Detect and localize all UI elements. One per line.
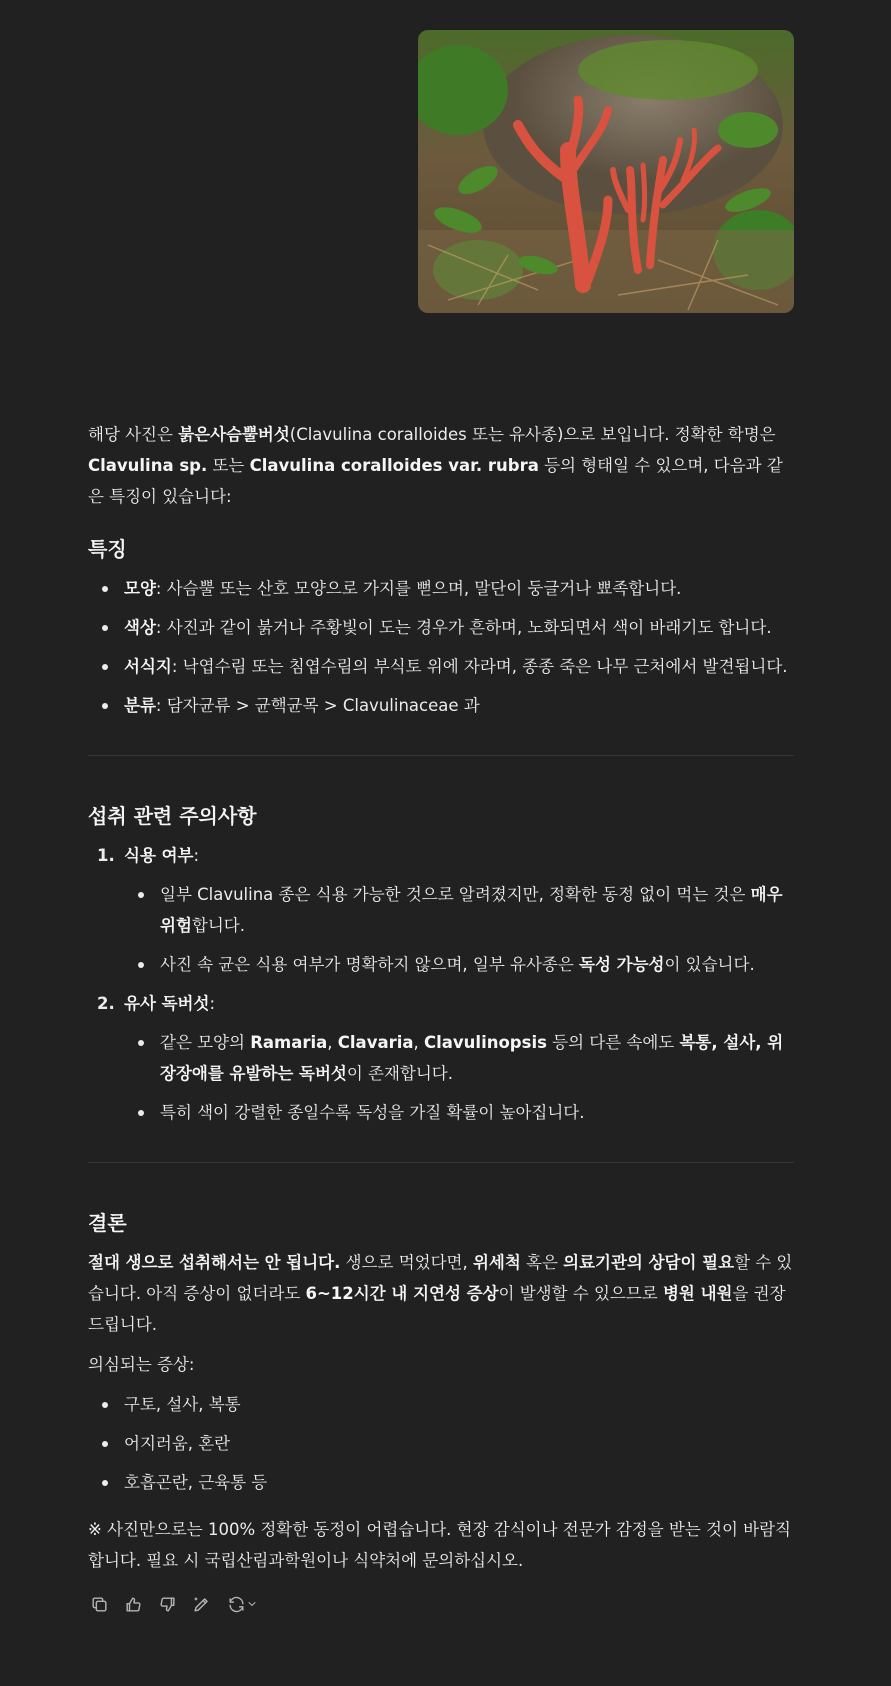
- symptom-item: 구토, 설사, 복통: [88, 1389, 794, 1420]
- intro-text-4: 등의 형태일 수 있으며, 다음과 같은 특징이 있습니다:: [88, 456, 783, 506]
- message-actions: [88, 1593, 260, 1615]
- list-number: 1.: [97, 846, 115, 865]
- caution-list: [88, 840, 794, 1128]
- text: 할 수 있습니다. 아직 증상이 없더라도: [88, 1253, 793, 1303]
- text: 합니다.: [191, 916, 245, 935]
- text: ,: [327, 1033, 338, 1052]
- regenerate-button[interactable]: [224, 1593, 260, 1615]
- bold-text: Ramaria: [250, 1033, 328, 1052]
- caution-subitem: [124, 1097, 794, 1128]
- feature-text: : 사슴뿔 또는 산호 모양으로 가지를 뻗으며, 말단이 둥글거나 뾰족합니다.: [155, 579, 682, 598]
- bold-text: 6~12시간 내 지연성 증상: [305, 1284, 499, 1303]
- assistant-response: [88, 419, 794, 1585]
- caution-heading: 섭취 관련 주의사항: [88, 804, 257, 828]
- chevron-down-icon: [246, 1598, 258, 1610]
- feature-text: : 낙엽수림 또는 침엽수림의 부식토 위에 자라며, 종종 죽은 나무 근처에서 발견됩니다.: [171, 657, 788, 676]
- conclusion-heading: 결론: [88, 1211, 127, 1235]
- edit-in-canvas-button[interactable]: [190, 1593, 212, 1615]
- caution-label: 유사 독버섯: [124, 994, 210, 1013]
- thumbs-up-icon: [124, 1595, 143, 1614]
- feature-label: 색상: [124, 618, 156, 637]
- regenerate-icon: [227, 1595, 246, 1614]
- bold-text: 복통, 설사, 위장장애를 유발하는 독버섯: [160, 1033, 784, 1083]
- feature-label: 모양: [124, 579, 156, 598]
- symptom-item: 호흡곤란, 근육통 등: [88, 1467, 794, 1498]
- text: 이 발생할 수 있으므로: [498, 1284, 663, 1303]
- copy-icon: [90, 1595, 109, 1614]
- text: 같은 모양의: [160, 1033, 251, 1052]
- copy-button[interactable]: [88, 1593, 110, 1615]
- text: 혹은: [520, 1253, 564, 1272]
- caution-item-lookalikes: [88, 988, 794, 1128]
- bad-response-button[interactable]: [156, 1593, 178, 1615]
- caution-subitem: [124, 949, 794, 980]
- symptoms-label: 의심되는 증상:: [88, 1355, 195, 1374]
- mushroom-image: [418, 30, 794, 313]
- symptoms-list: [88, 1389, 794, 1498]
- caution-sublist: [124, 879, 794, 980]
- bold-text: Clavaria: [337, 1033, 414, 1052]
- features-heading: 특징: [88, 537, 127, 561]
- bold-text: 병원 내원: [662, 1284, 733, 1303]
- features-list: [88, 573, 794, 721]
- feature-label: 분류: [124, 696, 156, 715]
- text: 을 권장드립니다.: [88, 1284, 786, 1334]
- intro-bold-2: Clavulina sp.: [88, 456, 208, 475]
- caution-item-edibility: [88, 840, 794, 980]
- caution-sublist: [124, 1027, 794, 1128]
- conclusion-paragraph: [88, 1247, 794, 1340]
- colon: :: [209, 994, 216, 1013]
- caution-label: 식용 여부: [124, 846, 194, 865]
- feature-item: [88, 651, 794, 682]
- caution-subitem: [124, 879, 794, 941]
- uploaded-mushroom-photo[interactable]: [418, 30, 794, 313]
- list-number: 2.: [97, 994, 115, 1013]
- text: 등의 다른 속에도: [546, 1033, 680, 1052]
- text: 사진 속 균은 식용 여부가 명확하지 않으며, 일부 유사종은: [160, 955, 580, 974]
- feature-item: [88, 612, 794, 643]
- bold-text: 절대 생으로 섭취해서는 안 됩니다.: [88, 1253, 341, 1272]
- bold-text: 위세척: [472, 1253, 521, 1272]
- intro-text-1: 해당 사진은: [88, 425, 179, 444]
- caution-subitem: [124, 1027, 794, 1089]
- disclaimer-note: ※ 사진만으로는 100% 정확한 동정이 어렵습니다. 현장 감식이나 전문가 감정을 받는 것이 바람직합니다. 필요 시 국립산림과학원이나 식약처에 문의하십시오.: [88, 1520, 791, 1570]
- text: ,: [413, 1033, 425, 1052]
- text: 일부 Clavulina 종은 식용 가능한 것으로 알려졌지만, 정확한 동정 없이 먹는 것은: [160, 885, 751, 904]
- good-response-button[interactable]: [122, 1593, 144, 1615]
- intro-text-3: 또는: [207, 456, 250, 475]
- feature-label: 서식지: [124, 657, 172, 676]
- text: 이 있습니다.: [664, 955, 755, 974]
- text: 이 존재합니다.: [346, 1064, 453, 1083]
- text: 특히 색이 강렬한 종일수록 독성을 가질 확률이 높아집니다.: [160, 1103, 585, 1122]
- intro-text-2: (Clavulina coralloides 또는 유사종)으로 보입니다. 정확한 학명은: [289, 425, 776, 444]
- feature-text: : 사진과 같이 붉거나 주황빛이 도는 경우가 흔하며, 노화되면서 색이 바래기도 합니다.: [155, 618, 772, 637]
- bold-text: 매우 위험: [160, 885, 783, 935]
- feature-item: [88, 573, 794, 604]
- edit-icon: [192, 1595, 211, 1614]
- bold-text: 의료기관의 상담이 필요: [563, 1253, 735, 1272]
- intro-bold-3: Clavulina coralloides var. rubra: [249, 456, 539, 475]
- bold-text: Clavulinopsis: [424, 1033, 547, 1052]
- symptom-item: 어지러움, 혼란: [88, 1428, 794, 1459]
- thumbs-down-icon: [158, 1595, 177, 1614]
- feature-item: [88, 690, 794, 721]
- intro-bold-1: 붉은사슴뿔버섯: [178, 425, 290, 444]
- intro-paragraph: [88, 419, 794, 512]
- bold-text: 독성 가능성: [579, 955, 665, 974]
- feature-text: : 담자균류 > 균핵균목 > Clavulinaceae 과: [155, 696, 480, 715]
- colon: :: [193, 846, 200, 865]
- text: 생으로 먹었다면,: [340, 1253, 473, 1272]
